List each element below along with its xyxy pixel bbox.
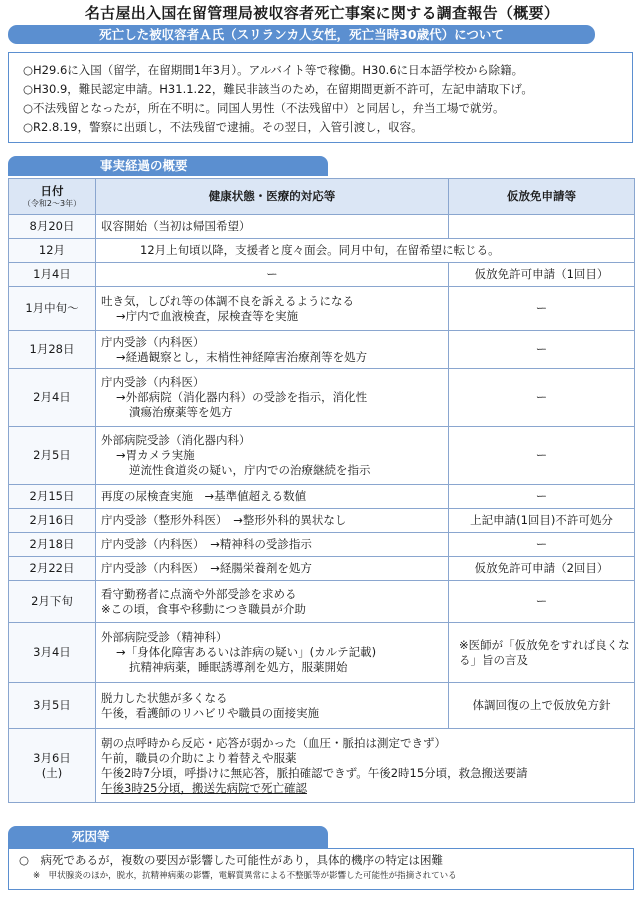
health-line: 庁内受診（内科医） →経腸栄養剤を処方 (101, 561, 312, 575)
row-health (96, 683, 449, 729)
row-health (96, 581, 449, 623)
cause-note: ※ 甲状腺炎のほか，脱水，抗精神病薬の影響，電解質異常による不整脈等が影響した可能性が指摘されている (33, 871, 457, 881)
intro-line: ○H30.9，難民認定申請。H31.1.22，難民非該当のため，在留期間更新不許可，左記申請取下げ。 (23, 82, 533, 96)
health-line: 午後，看護師のリハビリや職員の面接実施 (101, 705, 320, 720)
health-line: 再度の尿検査実施 →基準値超える数値 (101, 489, 307, 503)
row-application: ー (449, 427, 635, 485)
row-date: 12月 (9, 239, 96, 263)
health-line: ー (266, 267, 278, 281)
row-health (96, 263, 449, 287)
intro-box (8, 52, 633, 143)
health-line: 庁内受診（内科医） (101, 375, 205, 389)
table-row (9, 263, 635, 287)
table-header-row (9, 179, 635, 215)
health-line: ※この頃，食事や移動につき職員が介助 (101, 601, 306, 616)
row-application (449, 215, 635, 239)
health-line: →外部病院（消化器内科）の受診を指示，消化性 (116, 390, 368, 404)
row-application: ー (449, 581, 635, 623)
cause-main: ○ 病死であるが，複数の要因が影響した可能性があり，具体的機序の特定は困難 (19, 853, 444, 867)
row-application: 仮放免許可申請（1回目） (449, 263, 635, 287)
health-line: 12月上旬頃以降，支援者と度々面会。同月中旬，在留希望に転じる。 (140, 243, 500, 257)
health-line: →「身体化障害あるいは詐病の疑い」(カルテ記載) (116, 645, 377, 659)
health-line: 看守勤務者に点滴や外部受診を求める (101, 586, 297, 601)
table-row (9, 729, 635, 803)
health-line: 庁内受診（内科医） →精神科の受診指示 (101, 537, 312, 551)
row-health (96, 239, 635, 263)
row-health (96, 729, 635, 803)
health-line: 庁内受診（内科医） (101, 334, 205, 349)
row-health (96, 509, 449, 533)
row-application: ー (449, 533, 635, 557)
page-title: 名古屋出入国在留管理局被収容者死亡事案に関する調査報告（概要） (84, 4, 560, 22)
health-line: 逆流性食道炎の疑い，庁内での治療継続を指示 (129, 463, 371, 477)
row-application: ー (449, 331, 635, 369)
health-line: →庁内で血液検査，尿検査等を実施 (116, 308, 299, 323)
row-date: 3月4日 (9, 623, 96, 683)
health-line: 午後2時7分頃，呼掛けに無応答，脈拍確認できず。午後2時15分頃，救急搬送要請 (101, 765, 528, 780)
table-row (9, 287, 635, 331)
row-date: 2月22日 (9, 557, 96, 581)
health-line: →胃カメラ実施 (116, 448, 195, 462)
section-cause-heading: 死因等 (8, 826, 328, 848)
health-line: →経過観察とし，末梢性神経障害治療剤等を処方 (116, 349, 368, 364)
intro-line: ○不法残留となったが，所在不明に。同国人男性（不法残留中）と同居し，弁当工場で就労。 (23, 101, 505, 115)
table-row (9, 557, 635, 581)
row-date: 1月4日 (9, 263, 96, 287)
header-date-sub: （令和2～3年） (22, 199, 82, 208)
row-health (96, 427, 449, 485)
health-line: 午後3時25分頃，搬送先病院で死亡確認 (101, 780, 307, 795)
row-date: 1月28日 (9, 331, 96, 369)
row-health (96, 287, 449, 331)
row-date (9, 729, 96, 803)
header-date (9, 179, 96, 215)
health-line: 収容開始（当初は帰国希望） (101, 219, 251, 233)
table-row (9, 369, 635, 427)
row-date: 3月5日 (9, 683, 96, 729)
row-application: 体調回復の上で仮放免方針 (449, 683, 635, 729)
section-facts-heading: 事実経過の概要 (8, 156, 328, 176)
row-date: 2月5日 (9, 427, 96, 485)
row-date: 8月20日 (9, 215, 96, 239)
header-health: 健康状態・医療的対応等 (96, 179, 449, 215)
table-row (9, 623, 635, 683)
health-line: 脱力した状態が多くなる (101, 690, 228, 705)
row-health (96, 623, 449, 683)
row-health (96, 215, 449, 239)
table-row (9, 581, 635, 623)
row-health (96, 533, 449, 557)
header-date-label: 日付 (40, 184, 64, 198)
health-line: 吐き気，しびれ等の体調不良を訴えるようになる (101, 293, 354, 308)
row-date: 2月4日 (9, 369, 96, 427)
row-application: 仮放免許可申請（2回目） (449, 557, 635, 581)
row-health (96, 369, 449, 427)
row-application: ー (449, 287, 635, 331)
timeline-table (8, 178, 635, 803)
table-row (9, 509, 635, 533)
health-line: 抗精神病薬，睡眠誘導剤を処方，服薬開始 (129, 660, 348, 674)
row-date: 2月下旬 (9, 581, 96, 623)
health-line: 外部病院受診（精神科） (101, 630, 228, 644)
row-health (96, 485, 449, 509)
intro-line: ○R2.8.19，警察に出頭し，不法残留で逮捕。その翌日，入管引渡し，収容。 (23, 120, 423, 134)
row-health (96, 331, 449, 369)
row-application: 上記申請(1回目)不許可処分 (449, 509, 635, 533)
health-line: 午前，職員の介助により着替えや服薬 (101, 750, 297, 765)
table-row (9, 215, 635, 239)
table-row (9, 533, 635, 557)
row-date: 2月16日 (9, 509, 96, 533)
row-date: 2月18日 (9, 533, 96, 557)
row-date-day: 3月6日 (33, 750, 71, 765)
cause-box (8, 848, 634, 890)
row-application: ー (449, 485, 635, 509)
row-health (96, 557, 449, 581)
row-application (449, 623, 635, 683)
health-line: 朝の点呼時から反応・応答が弱かった（血圧・脈拍は測定できず） (101, 735, 446, 750)
table-row (9, 331, 635, 369)
subject-banner: 死亡した被収容者Ａ氏（スリランカ人女性，死亡当時30歳代）について (8, 25, 595, 44)
row-date: 1月中旬～ (9, 287, 96, 331)
table-row (9, 683, 635, 729)
intro-line: ○H29.6に入国（留学，在留期間1年3月）。アルバイト等で稼働。H30.6に日本語学校から除籍。 (23, 63, 524, 77)
table-row (9, 427, 635, 485)
table-row (9, 485, 635, 509)
health-line: 潰瘍治療薬等を処方 (129, 405, 233, 419)
row-date: 2月15日 (9, 485, 96, 509)
header-application: 仮放免申請等 (449, 179, 635, 215)
table-row (9, 239, 635, 263)
row-date-weekday: (土) (41, 765, 63, 780)
application-note: ※医師が「仮放免をすれば良くなる」旨の言及 (459, 637, 630, 667)
row-application: ー (449, 369, 635, 427)
health-line: 庁内受診（整形外科医） →整形外科的異状なし (101, 513, 347, 527)
health-line: 外部病院受診（消化器内科） (101, 433, 251, 447)
